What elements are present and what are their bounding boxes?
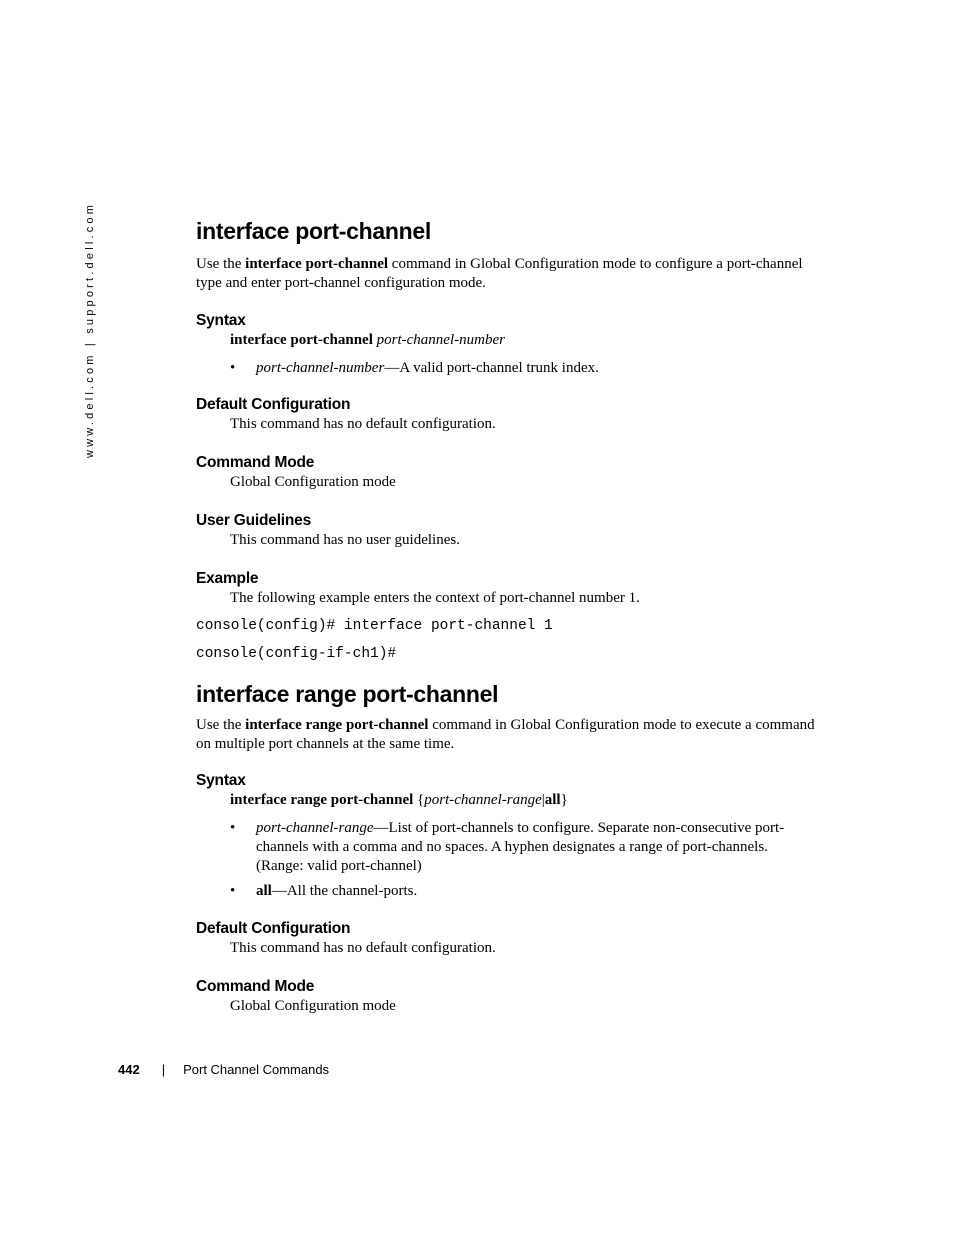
example-text: The following example enters the context of port-channel number 1. — [230, 590, 640, 606]
syntax-heading: Syntax — [196, 312, 246, 329]
command-mode-text: Global Configuration mode — [230, 998, 396, 1014]
chapter-title: Port Channel Commands — [183, 1062, 330, 1077]
bullet-dot: • — [230, 820, 236, 836]
page-content — [196, 215, 816, 1016]
command-name: interface range port-channel — [245, 717, 429, 733]
default-config-text: This command has no default configuration. — [230, 416, 496, 432]
user-guidelines-heading: User Guidelines — [196, 512, 312, 529]
command-name: interface port-channel — [245, 256, 389, 272]
command-mode-heading: Command Mode — [196, 454, 315, 471]
default-config-heading: Default Configuration — [196, 920, 351, 937]
command-mode-heading: Command Mode — [196, 978, 315, 995]
side-url: www.dell.com | support.dell.com — [84, 201, 96, 458]
user-guidelines-text: This command has no user guidelines. — [230, 532, 460, 548]
section-intro: Use the interface range port-channel command in Global Configuration mode to execute a command on multiple port channels at the same time. — [196, 717, 815, 752]
default-config-text: This command has no default configuration. — [230, 940, 496, 956]
syntax-heading: Syntax — [196, 772, 246, 789]
section-intro: Use the interface port-channel command in Global Configuration mode to configure a port-channel type and enter port-channel configuration mode. — [196, 256, 803, 291]
bullet-dot: • — [230, 883, 236, 899]
section-title: interface port-channel — [196, 218, 431, 244]
page-footer — [118, 1061, 329, 1079]
syntax-line: interface range port-channel {port-channel-range|all} — [230, 792, 568, 808]
list-item: • all—All the channel-ports. — [230, 883, 418, 899]
list-item: • port-channel-number—A valid port-channel trunk index. — [230, 360, 599, 376]
section-title: interface range port-channel — [196, 681, 499, 707]
example-heading: Example — [196, 570, 259, 587]
list-item: • port-channel-range—List of port-channels to configure. Separate non-consecutive port-channels with a comma and no spaces. A hyphen designates a range of port-channels. (Range: valid port-channel) — [230, 820, 785, 874]
page-number: 442 — [118, 1062, 140, 1077]
code-line: console(config-if-ch1)# — [196, 646, 397, 662]
bullet-dot: • — [230, 360, 236, 376]
command-mode-text: Global Configuration mode — [230, 474, 396, 490]
default-config-heading: Default Configuration — [196, 396, 351, 413]
code-line: console(config)# interface port-channel 1 — [196, 618, 553, 634]
syntax-line: interface port-channel port-channel-number — [230, 332, 505, 348]
footer-separator: | — [161, 1062, 166, 1077]
